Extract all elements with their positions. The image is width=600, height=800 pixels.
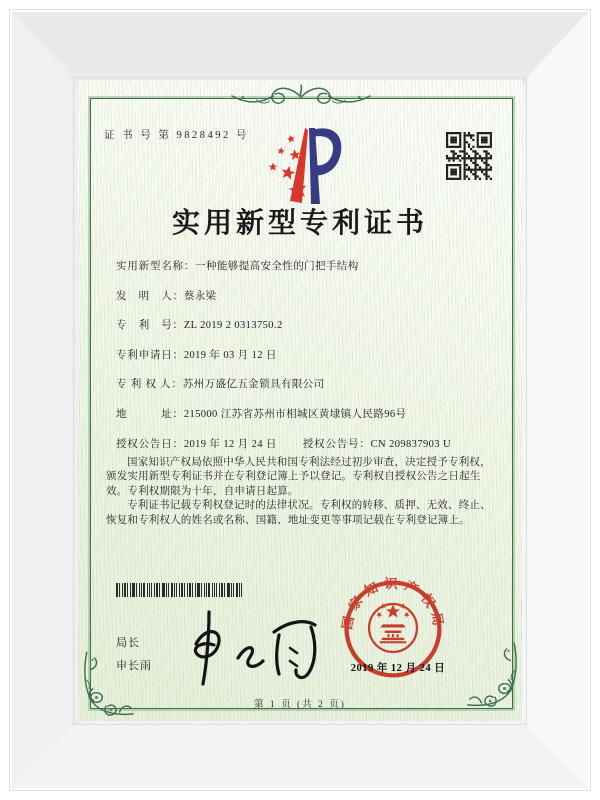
field-value: 蔡永梁: [183, 290, 217, 302]
field-label: 地 址：: [116, 408, 184, 420]
legal-paragraph-1: 国家知识产权局依照中华人民共和国专利法经过初步审查，决定授予专利权，颁发实用新型专利证书并在专利登记簿上予以登记。专利权自授权公告之日起生效。专利权期限为十年，自申请日起算。: [106, 457, 491, 497]
field-label: 发 明 人：: [116, 290, 184, 302]
grant-no-label: 授权公告号：: [302, 438, 371, 450]
grant-no-value: CN 209837903 U: [370, 438, 451, 450]
field-label: 专 利 号：: [116, 320, 184, 332]
officer-name: 申长雨: [116, 660, 152, 672]
field-value: 215000 江苏省苏州市相城区黄埭镇人民路96号: [183, 408, 407, 420]
signature-icon: [178, 604, 328, 692]
field-value: 2019 年 03 月 12 日: [183, 349, 277, 361]
field-value: ZL 2019 2 0313750.2: [183, 320, 283, 332]
certificate-number: 证 书 号 第 9828492 号: [104, 130, 249, 141]
field-value: 一种能够提高安全性的门把手结构: [195, 261, 359, 272]
certificate-paper: [78, 80, 522, 721]
certificate-title: 实用新型专利证书: [171, 208, 428, 239]
field-value: 苏州万盛亿五金锁具有限公司: [182, 379, 325, 391]
grant-date-value: 2019 年 12 月 24 日: [183, 438, 277, 450]
field-label: 专 利 权 人：: [116, 379, 183, 391]
field-row-name: [116, 261, 506, 273]
national-emblem-icon: [369, 602, 417, 652]
page-number: 第 1 页 (共 2 页): [254, 700, 346, 710]
field-row-patent-no: [116, 320, 506, 332]
field-label: 实用新型名称：: [116, 261, 196, 272]
qr-code-icon: [446, 132, 492, 180]
field-row-grant: [116, 439, 506, 451]
frame-mat: [74, 78, 526, 724]
grant-date-label: 授权公告日：: [116, 438, 184, 450]
officer-title: 局长: [116, 637, 140, 649]
legal-text-block: [106, 456, 494, 528]
top-flourish-ornament: [227, 83, 375, 111]
certificate-fields: [116, 261, 506, 451]
seal-date: 2019 年 12 月 24 日: [350, 663, 446, 674]
field-row-filing-date: [116, 350, 506, 362]
barcode-icon: [116, 583, 244, 597]
field-row-patentee: [116, 379, 506, 391]
field-row-inventor: [116, 291, 506, 303]
field-row-address: [116, 409, 506, 421]
legal-paragraph-2: 专利证书记载专利权登记时的法律状况。专利权的转移、质押、无效、终止、恢复和专利权人的姓名或名称、国籍、地址变更等事项记载在专利登记簿上。: [106, 500, 491, 526]
seal-ring-text: 国家知识产权局: [339, 576, 447, 633]
cnipa-logo-icon: [260, 124, 340, 208]
field-label: 专利申请日：: [116, 349, 184, 361]
